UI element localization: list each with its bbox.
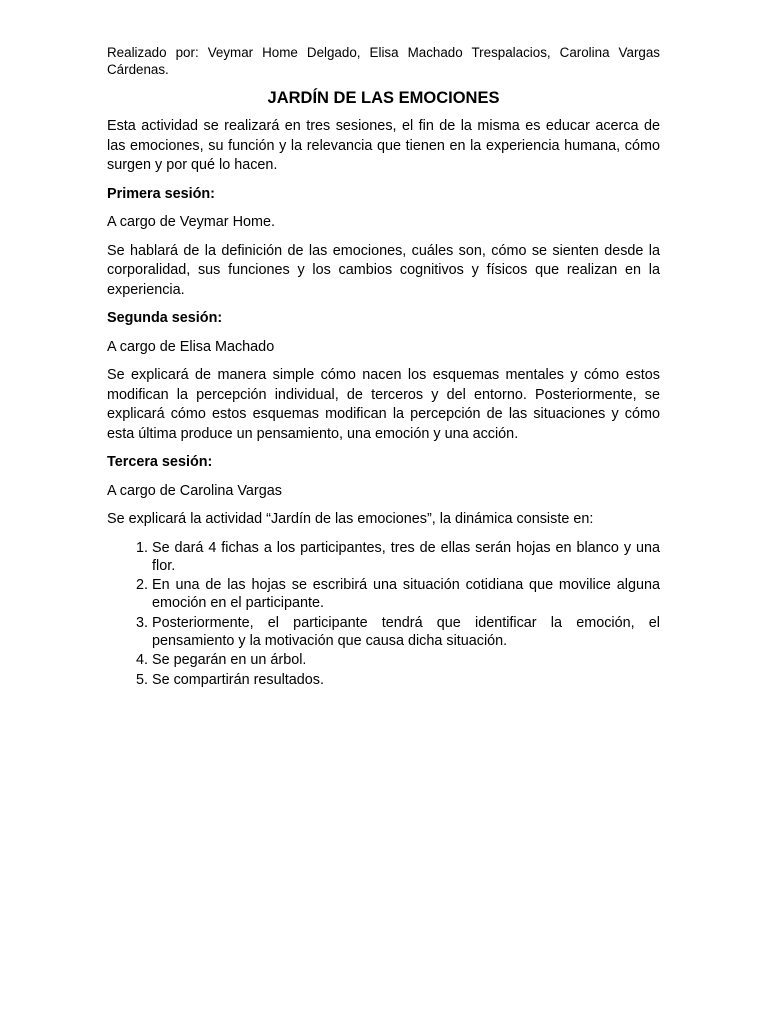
session-leader: A cargo de Veymar Home. [107, 214, 275, 230]
session-1 [107, 185, 660, 301]
session-leader: A cargo de Carolina Vargas [107, 482, 282, 499]
session-3 [107, 453, 660, 530]
list-item: 5. Se compartirán resultados. [152, 671, 660, 689]
session-leader: A cargo de Elisa Machado [107, 338, 275, 355]
session-heading: Primera sesión: [107, 185, 215, 202]
list-item: 3. Posteriormente, el participante tendrá que identificar la emoción, el pensamiento y la motivación que causa dicha situación. [152, 614, 660, 650]
session-description: Se explicará la actividad “Jardín de las emociones”, la dinámica consiste en: [107, 511, 594, 527]
list-item: 4. Se pegarán en un árbol. [152, 651, 660, 669]
session-description: Se explicará de manera simple cómo nacen los esquemas mentales y cómo estos modifican la percepción individual, de terceros y del entorno. Posteriormente, se explicará cómo estos esquemas modifican la percepción de las situaciones y cómo esta última produce un pensamiento, una emoción y una acción. [107, 367, 660, 442]
session-heading: Tercera sesión: [107, 454, 213, 470]
intro-paragraph: Esta actividad se realizará en tres sesiones, el fin de la misma es educar acerca de las emociones, su función y la relevancia que tienen en la experiencia humana, cómo surgen y por qué lo hacen. [107, 118, 660, 173]
list-item: 2. En una de las hojas se escribirá una situación cotidiana que movilice alguna emoción en el participante. [152, 576, 660, 612]
authors-line: Realizado por: Veymar Home Delgado, Elisa Machado Trespalacios, Carolina Vargas Cárdenas. [107, 45, 660, 77]
document-title: JARDÍN DE LAS EMOCIONES [267, 89, 500, 107]
list-item: 1. Se dará 4 fichas a los participantes, tres de ellas serán hojas en blanco y una flor. [152, 539, 660, 575]
session-2 [107, 309, 660, 444]
session-heading: Segunda sesión: [107, 310, 223, 326]
activity-steps-list [107, 539, 660, 689]
session-description: Se hablará de la definición de las emociones, cuáles son, cómo se sienten desde la corporalidad, sus funciones y los cambios cognitivos y físicos que realizan en la experiencia. [107, 242, 660, 298]
